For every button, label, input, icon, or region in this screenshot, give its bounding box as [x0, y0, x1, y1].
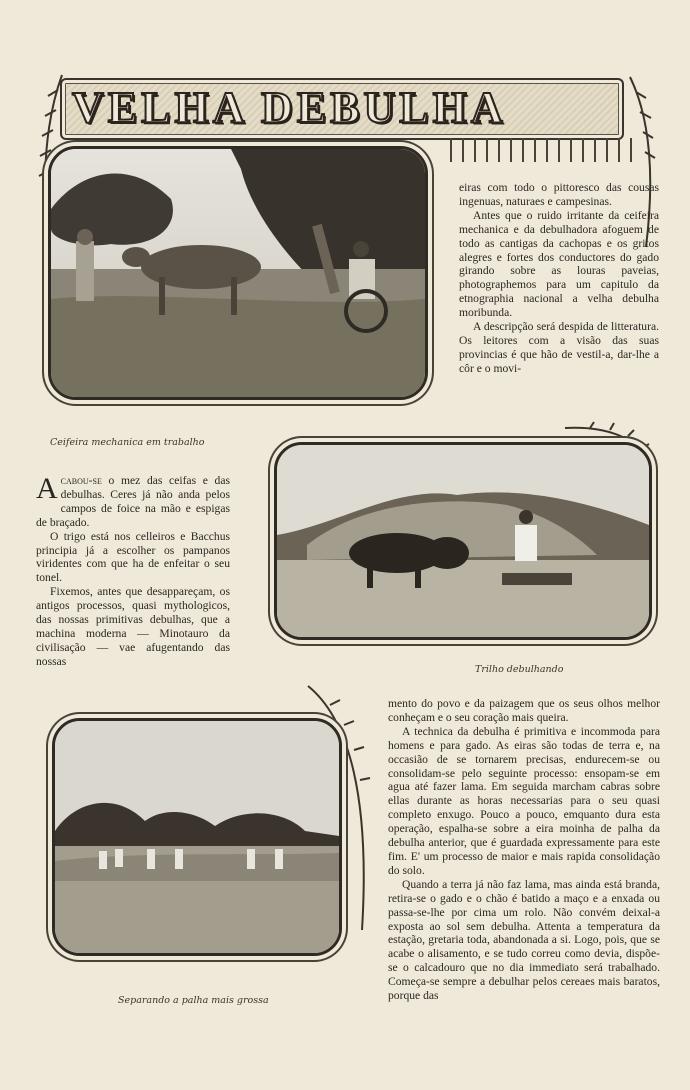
photo-frame-ceifeira	[48, 146, 428, 400]
photo-frame-trilho	[274, 442, 652, 640]
threshing-sledge-photo	[277, 445, 649, 637]
paragraph: eiras com todo o pittoresco das cousas ingenuas, naturaes e campesinas.	[459, 181, 659, 208]
paragraph: A descripção será despida de litteratura. Os leitores com a visão das suas provincias é que hão de vestil-a, dar-lhe a côr e o movi-	[459, 320, 659, 375]
decorative-stripes	[440, 138, 640, 162]
photo-caption-ceifeira: Ceifeira mechanica em trabalho	[50, 437, 205, 448]
paragraph: O trigo está nos celleiros e Bacchus principia já a escolher os pampanos viridentes com que ha de enfeitar o seu tonel.	[36, 529, 230, 585]
text-column-left-mid	[36, 474, 230, 669]
lead-word: cabou-se	[60, 474, 102, 487]
photo-caption-trilho: Trilho debulhando	[475, 664, 564, 675]
drop-cap: A	[36, 472, 58, 505]
photo-caption-separando: Separando a palha mais grossa	[118, 995, 269, 1006]
paragraph: Quando a terra já não faz lama, mas ainda está branda, retira-se o gado e o chão é batido a maço e a enxada ou passa-se-lhe por cima um rolo. Não convém deixal-a exposta ao sol sem debulha. Attenta a temperatura da estação, gretaria toda, abandonada a si. Logo, pois, que se acabe o alisamento, e se tudo correu como devia, dispõe-se o calcadouro que no dia immediato será trabalhado. Começa-se sempre a debulhar pelos cereaes mais baratos, porque das	[388, 877, 660, 1003]
straw-separating-photo	[55, 721, 339, 953]
harvester-photo	[51, 149, 425, 397]
photo-frame-separando	[52, 718, 342, 956]
paragraph-text: o mez das ceifas e das debulhas. Ceres já não anda pelos campos de foice na mão e espigas de braçado.	[36, 474, 230, 529]
paragraph: Antes que o ruido irritante da ceifeira mechanica e da debulhadora afoguem de todo as cantigas da cachopas e os gritos alegres e fortes dos conductores do gado girando sobre as louras paveias, photographemos para um capitulo da etnographia nacional a velha debulha moribunda.	[459, 208, 659, 320]
page-title: VELHA DEBULHA	[72, 83, 507, 132]
paragraph: mento do povo e da paizagem que os seus olhos melhor conheçam e o seu coração mais queira.	[388, 697, 660, 724]
paragraph: Fixemos, antes que desappareçam, os antigos processos, quasi mythologicos, das nossas primitivas debulhas, que a machina moderna — Minotauro da civilisação — vae afugentando das nossas	[36, 585, 230, 668]
paragraph: A technica da debulha é primitiva e incommoda para homens e para gado. As eiras são todas de terra e, na occasião de se tornarem precisas, endurecem-se ou consolidam-se pelo seguinte processo: ensopam-se em agua até fazer lama. Em seguida marcham cabras sobre ellas durante as horas necessarias para o seu quasi completo enxugo. Pouco a pouco, emquanto dura esta operação, espalha-se sobre a eira moinha de palha da debulha anterior, que é guardada expressamente para este fim. E' um processo de maior e mais rapida consolidação do solo.	[388, 724, 660, 877]
text-column-right-top	[459, 181, 659, 376]
opening-paragraph	[36, 474, 230, 530]
text-column-right-bottom	[388, 697, 660, 1003]
